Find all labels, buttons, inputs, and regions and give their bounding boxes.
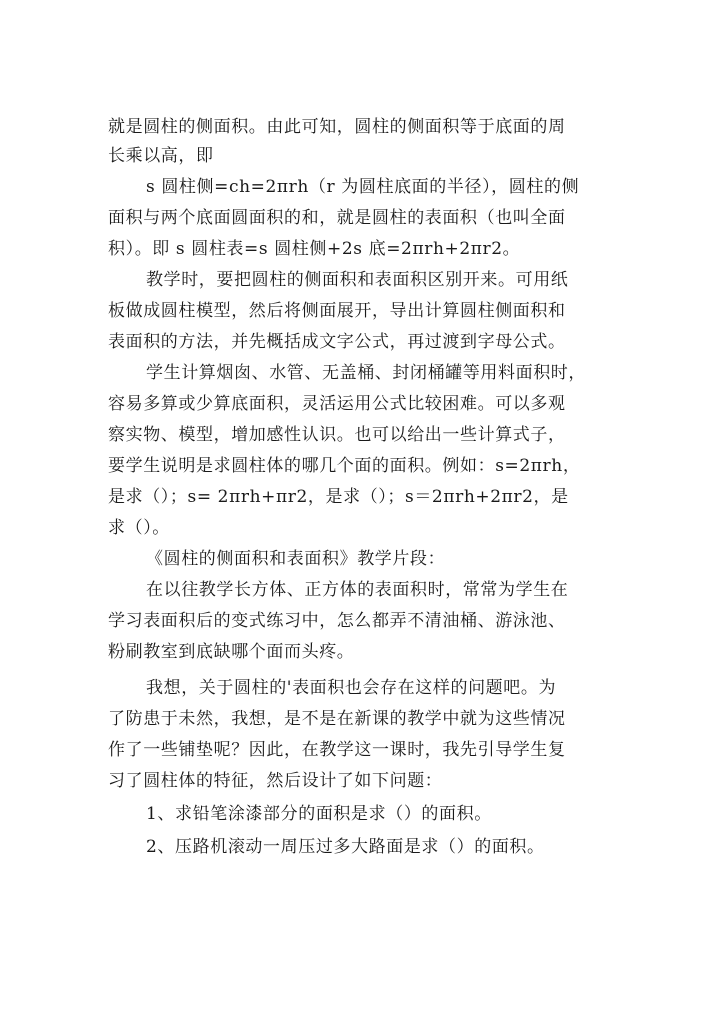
list-item: 2、压路机滚动一周压过多大路面是求（）的面积。 <box>146 837 545 857</box>
text-line: 是求（）；s= 2πrh+πr2，是求（）；s＝2πrh+2πr2，是 <box>108 487 569 507</box>
text-line: 表面积的方法，并先概括成文字公式，再过渡到字母公式。 <box>108 332 566 352</box>
text-line: 粉刷教室到底缺哪个面而头疼。 <box>108 642 355 662</box>
text-line: 要学生说明是求圆柱体的哪几个面的面积。例如：s=2πrh， <box>108 456 581 476</box>
section-heading: 《圆柱的侧面积和表面积》教学片段： <box>146 549 446 569</box>
text-line: 求（）。 <box>108 518 170 538</box>
list-item: 1、求铅笔涂漆部分的面积是求（）的面积。 <box>146 804 492 824</box>
text-line: 了防患于未然，我想，是不是在新课的教学中就为这些情况 <box>108 709 566 729</box>
text-line: 察实物、模型，增加感性认识。也可以给出一些计算式子， <box>108 425 566 445</box>
text-line: 就是圆柱的侧面积。由此可知，圆柱的侧面积等于底面的周 <box>108 117 566 137</box>
text-line: 面积与两个底面圆面积的和，就是圆柱的表面积（也叫全面 <box>108 208 566 228</box>
text-line: 长乘以高，即 <box>108 146 214 166</box>
text-line: 学习表面积后的变式练习中，怎么都弄不清油桶、游泳池、 <box>108 611 566 631</box>
text-line: 容易多算或少算底面积，灵活运用公式比较困难。可以多观 <box>108 394 566 414</box>
text-line: 习了圆柱体的特征，然后设计了如下问题： <box>108 771 443 791</box>
text-line: 板做成圆柱模型，然后将侧面展开，导出计算圆柱侧面积和 <box>108 301 566 321</box>
text-line: 我想，关于圆柱的'表面积也会存在这样的问题吧。为 <box>146 678 557 698</box>
text-line: 教学时，要把圆柱的侧面积和表面积区别开来。可用纸 <box>146 270 569 290</box>
text-line: 作了一些铺垫呢？因此，在教学这一课时，我先引导学生复 <box>108 740 566 760</box>
text-line: 在以往教学长方体、正方体的表面积时，常常为学生在 <box>146 580 569 600</box>
text-line: s 圆柱侧=ch=2πrh（r 为圆柱底面的半径），圆柱的侧 <box>146 177 580 197</box>
text-line: 学生计算烟囱、水管、无盖桶、封闭桶罐等用料面积时， <box>146 363 586 383</box>
text-line: 积）。即 s 圆柱表=s 圆柱侧+2s 底=2πrh+2πr2。 <box>108 239 521 259</box>
